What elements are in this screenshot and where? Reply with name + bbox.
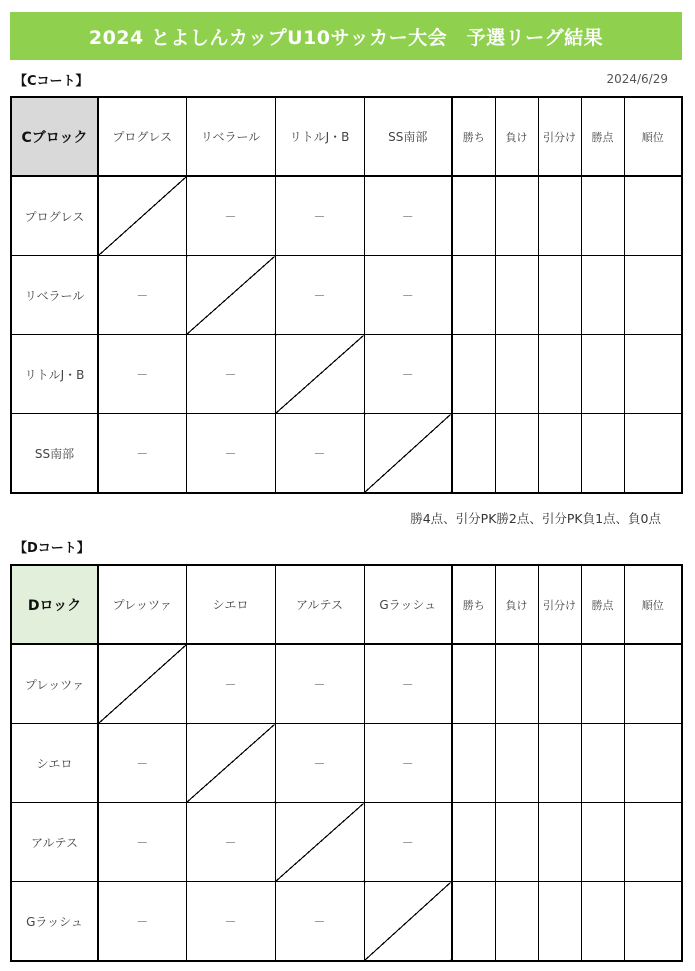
match-cell: － [275, 256, 364, 335]
match-cell: － [186, 176, 275, 256]
points-header: 勝点 [581, 97, 624, 176]
wins-cell [452, 256, 495, 335]
wins-cell [452, 176, 495, 256]
wins-cell [452, 803, 495, 882]
draws-cell [538, 335, 581, 414]
scoring-note: 勝4点、引分PK勝2点、引分PK負1点、負0点 [410, 511, 661, 526]
row-team-label: アルテス [11, 803, 98, 882]
match-cell: － [186, 414, 275, 494]
points-cell [581, 882, 624, 962]
row-team-label: プレッツァ [11, 644, 98, 724]
losses-cell [495, 644, 538, 724]
rank-cell [624, 882, 682, 962]
match-cell: － [275, 644, 364, 724]
match-cell: － [186, 882, 275, 962]
match-cell: － [364, 724, 452, 803]
losses-cell [495, 803, 538, 882]
match-cell: － [98, 882, 186, 962]
losses-header: 負け [495, 565, 538, 644]
draws-cell [538, 414, 581, 494]
draws-cell [538, 882, 581, 962]
league-table-c [10, 96, 683, 494]
match-cell: － [275, 176, 364, 256]
page-title: 2024 とよしんカップU10サッカー大会 予選リーグ結果 [10, 12, 682, 60]
rank-cell [624, 176, 682, 256]
rank-cell [624, 644, 682, 724]
rank-cell [624, 724, 682, 803]
league-table-d [10, 564, 683, 962]
draws-cell [538, 803, 581, 882]
rank-cell [624, 414, 682, 494]
wins-cell [452, 724, 495, 803]
losses-cell [495, 882, 538, 962]
draws-cell [538, 724, 581, 803]
losses-cell [495, 176, 538, 256]
team-header: リベラール [186, 97, 275, 176]
row-team-label: プログレス [11, 176, 98, 256]
match-cell: － [364, 256, 452, 335]
rank-cell [624, 335, 682, 414]
points-header: 勝点 [581, 565, 624, 644]
draws-header: 引分け [538, 97, 581, 176]
team-header: シエロ [186, 565, 275, 644]
block-name-cell: Cブロック [11, 97, 98, 176]
match-cell: － [186, 644, 275, 724]
points-cell [581, 256, 624, 335]
draws-cell [538, 176, 581, 256]
losses-header: 負け [495, 97, 538, 176]
points-cell [581, 644, 624, 724]
block-name-cell: Dロック [11, 565, 98, 644]
diagonal-cell [98, 644, 186, 724]
losses-cell [495, 335, 538, 414]
match-cell: － [364, 176, 452, 256]
match-cell: － [98, 724, 186, 803]
draws-cell [538, 644, 581, 724]
points-cell [581, 176, 624, 256]
wins-cell [452, 882, 495, 962]
points-cell [581, 414, 624, 494]
match-cell: － [364, 335, 452, 414]
wins-cell [452, 335, 495, 414]
match-cell: － [98, 335, 186, 414]
diagonal-cell [186, 256, 275, 335]
row-team-label: リベラール [11, 256, 98, 335]
draws-cell [538, 256, 581, 335]
match-cell: － [98, 803, 186, 882]
rank-cell [624, 256, 682, 335]
match-cell: － [275, 882, 364, 962]
team-header: アルテス [275, 565, 364, 644]
team-header: プレッツァ [98, 565, 186, 644]
match-cell: － [186, 335, 275, 414]
diagonal-cell [364, 414, 452, 494]
row-team-label: Gラッシュ [11, 882, 98, 962]
losses-cell [495, 414, 538, 494]
row-team-label: SS南部 [11, 414, 98, 494]
team-header: SS南部 [364, 97, 452, 176]
date-label: 2024/6/29 [606, 72, 668, 86]
match-cell: － [275, 724, 364, 803]
match-cell: － [364, 803, 452, 882]
diagonal-cell [275, 335, 364, 414]
match-cell: － [98, 414, 186, 494]
diagonal-cell [98, 176, 186, 256]
points-cell [581, 724, 624, 803]
match-cell: － [275, 414, 364, 494]
team-header: リトルJ・B [275, 97, 364, 176]
wins-header: 勝ち [452, 97, 495, 176]
losses-cell [495, 256, 538, 335]
points-cell [581, 335, 624, 414]
match-cell: － [98, 256, 186, 335]
court-d-label: 【Dコート】 [14, 541, 90, 556]
rank-header: 順位 [624, 565, 682, 644]
row-team-label: シエロ [11, 724, 98, 803]
court-c-label: 【Cコート】 [14, 74, 89, 89]
match-cell: － [364, 644, 452, 724]
team-header: プログレス [98, 97, 186, 176]
row-team-label: リトルJ・B [11, 335, 98, 414]
diagonal-cell [275, 803, 364, 882]
team-header: Gラッシュ [364, 565, 452, 644]
wins-header: 勝ち [452, 565, 495, 644]
rank-header: 順位 [624, 97, 682, 176]
draws-header: 引分け [538, 565, 581, 644]
rank-cell [624, 803, 682, 882]
wins-cell [452, 414, 495, 494]
diagonal-cell [186, 724, 275, 803]
match-cell: － [186, 803, 275, 882]
wins-cell [452, 644, 495, 724]
losses-cell [495, 724, 538, 803]
diagonal-cell [364, 882, 452, 962]
points-cell [581, 803, 624, 882]
